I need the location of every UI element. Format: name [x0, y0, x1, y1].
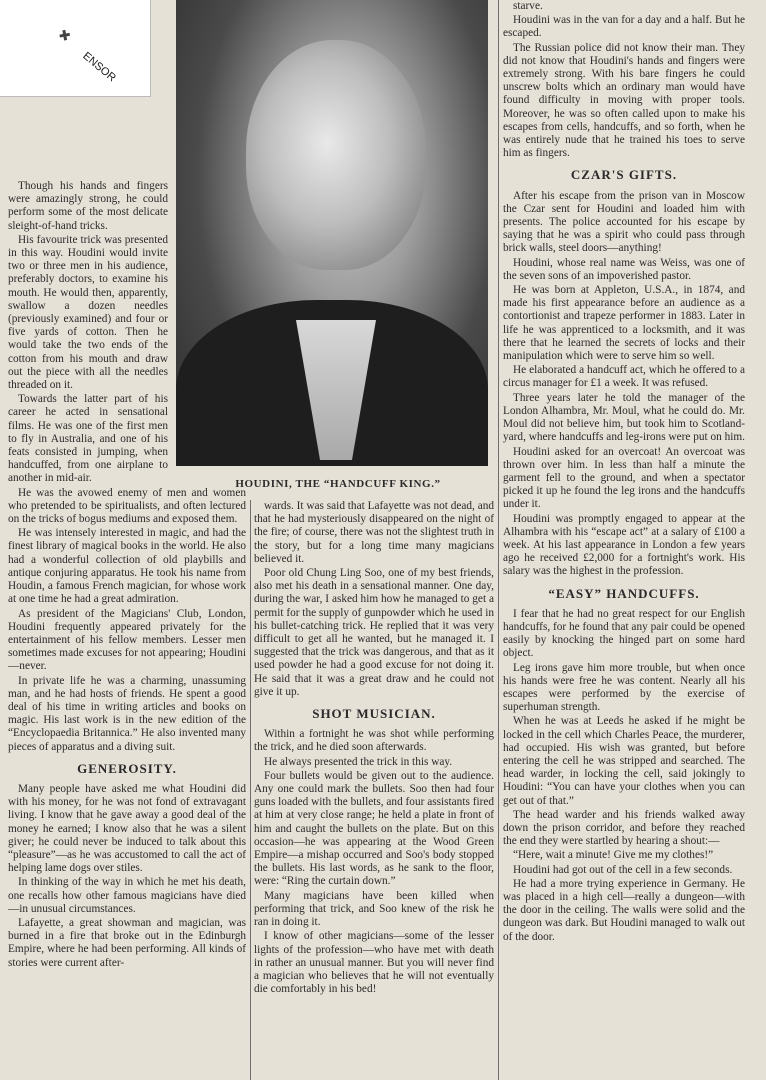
- paragraph: Poor old Chung Ling Soo, one of my best friends, also met his death in a sensational manner. One day, during the war, I asked him how he managed to get a permit for the supply of gunpowder which he used in his bullet-catching trick. He replied that it was very difficult to get all he wanted, but he managed it. I suggested that the trick was dangerous, and that as it used powder he had a good excuse for not doing it. He said that it was a great draw and he could not give it up.: [254, 567, 494, 698]
- paragraph: He was intensely interested in magic, and had the finest library of magical books in the world. He also had a wonderful collection of old playbills and antique conjuring apparatus. He took his name from Houdin, a famous French magician, for whose work at one time he had a great admiration.: [8, 527, 246, 606]
- paragraph: Houdini, whose real name was Weiss, was one of the seven sons of an impoverished pastor.: [503, 256, 745, 282]
- corner-label: [0, 0, 151, 97]
- paragraph: His favourite trick was presented in this way. Houdini would invite two or three men in his audience, preferably doctors, to examine his mouth. He would then, apparently, swallow a dozen needles (previously examined) and four or five yards of cotton. Then he would take the two ends of the cotton from his mouth and draw out the piece with all the needles threaded on it.: [8, 233, 168, 392]
- paragraph: The Russian police did not know their man. They did not know that Houdini's hands and fingers were extremely strong. With his bare fingers he could unscrew bolts which an ordinary man would have found difficulty in moving with proper tools. Moreover, he was so often called upon to make his escapes from cells, handcuffs, and so forth, when he was entirely nude that he trained his toes to serve him as fingers.: [503, 41, 745, 160]
- paragraph: Leg irons gave him more trouble, but when once his hands were free he was content. Nearly all his escapes were performed by the exercise of superhuman strength.: [503, 661, 745, 714]
- paragraph: I fear that he had no great respect for our English handcuffs, for he found that any pair could be opened easily by knocking the hinged part on some hard object.: [503, 607, 745, 660]
- portrait-face: [246, 40, 426, 270]
- paragraph: Four bullets would be given out to the audience. Any one could mark the bullets. Soo then had four guns loaded with the bullets, and four assistants fired at him at very close range; he held a plate in front of him and caught the bullets on the plate. But on this occasion—he was appearing at the Wood Green Empire—a mishap occurred and Soo's body stopped the bullets. His last words, as he sank to the floor, were: “Ring the curtain down.”: [254, 769, 494, 888]
- paragraph: He was the avowed enemy of men and women who pretended to be spiritualists, and often lectured on the tricks of bogus mediums and exposed them.: [8, 486, 246, 526]
- paragraph: The head warder and his friends walked away down the prison corridor, and before they reached the end they were startled by hearing a shout:—: [503, 808, 745, 848]
- corner-label-text: ENSOR: [80, 50, 118, 85]
- paragraph: Houdini was in the van for a day and a half. But he escaped.: [503, 14, 745, 40]
- paragraph: “Here, wait a minute! Give me my clothes!”: [513, 849, 714, 862]
- section-heading: GENEROSITY.: [77, 760, 177, 776]
- paragraph: Many people have asked me what Houdini did with his money, for he was not fond of extravagant living. I know that he gave away a good deal of the money he earned; I know also that he was a silent giver; he could never be induced to talk about this “pleasure”—as he was accustomed to call the act of helping lame dogs over stiles.: [8, 782, 246, 875]
- paragraph: He elaborated a handcuff act, which he offered to a circus manager for £1 a week. It was refused.: [503, 364, 745, 390]
- paragraph: starve.: [513, 0, 543, 12]
- column-1: [8, 180, 246, 1080]
- paragraph: Three years later he told the manager of the London Alhambra, Mr. Moul, what he could do. Mr. Moul did not believe him, but took him to Scotland-yard, where handcuffs and leg-irons were put on him.: [503, 391, 745, 444]
- paragraph: He always presented the trick in this way.: [264, 755, 453, 768]
- column-divider: [250, 500, 251, 1080]
- section-heading: “EASY” HANDCUFFS.: [548, 585, 700, 601]
- paragraph: Though his hands and fingers were amazingly strong, he could perform some of the most delicate sleight-of-hand tricks.: [8, 180, 168, 232]
- paragraph: He was born at Appleton, U.S.A., in 1874, and made his first appearance before an audience as a contortionist and trapeze performer in 1883. Later in life he was apprenticed to a locksmith, and it was there that he learned the secrets of locks and their manipulation which were to serve him so well.: [503, 284, 745, 363]
- section-heading: CZAR'S GIFTS.: [570, 167, 678, 183]
- paragraph: wards. It was said that Lafayette was not dead, and that he had mysteriously disappeared on the night of the fire; of course, there was not the slightest truth in the story, but for a long time many magicians believed it.: [254, 500, 494, 565]
- paragraph: I know of other magicians—some of the lesser lights of the profession—who have met with death in rather an unusual manner. But you will never find a magician who believes that he will not eventually die comfortably in his bed!: [254, 930, 494, 996]
- paragraph: Within a fortnight he was shot while performing the trick, and he died soon afterwards.: [254, 728, 494, 754]
- paragraph: In private life he was a charming, unassuming man, and he had hosts of friends. He spent a good deal of his time in writing articles and books on magic. His last work is in the new edition of the “Encyclopaedia Britannica.” He also invented many pieces of apparatus and a diving suit.: [8, 674, 246, 753]
- paragraph: After his escape from the prison van in Moscow the Czar sent for Houdini and loaded him with presents. The police accounted for his escape by saying that he was a spirit who could pass through brick walls, steel doors—anything!: [503, 189, 745, 255]
- photo-caption: HOUDINI, THE “HANDCUFF KING.”: [235, 478, 441, 490]
- paragraph: Towards the latter part of his career he acted in sensational films. He was one of the first men to fly in Australia, and one of his feats consisted in jumping, when handcuffed, from one airplane to another in mid-air.: [8, 393, 168, 485]
- paragraph: Houdini asked for an overcoat! An overcoat was thrown over him. In less than half a minute the garment fell to the ground, and when a spectator picked it up he found the leg irons and the handcuffs under it.: [503, 445, 745, 511]
- paragraph: Houdini was promptly engaged to appear at the Alhambra with his “escape act” at a salary of £100 a week. At his last appearance in London a few years ago he received £2,000 for a fortnight's work. His salary was the highest in the profession.: [503, 512, 745, 578]
- paragraph: Many magicians have been killed when performing that trick, and Soo knew of the risk he ran in doing it.: [254, 889, 494, 929]
- paragraph: In thinking of the way in which he met his death, one recalls how other famous magicians have died—in unusual circumstances.: [8, 876, 246, 915]
- column-divider: [498, 0, 499, 1080]
- handwritten-mark: ✖: [54, 26, 73, 47]
- column-2: [254, 500, 494, 1080]
- paragraph: When he was at Leeds he asked if he might be locked in the cell which Charles Peace, the murderer, had occupied. His wish was granted, but before entering the cell he was stripped and searched. The head warder, in locking the cell, said jokingly to Houdini: “You can have your clothes when you can get out of that.”: [503, 715, 745, 807]
- paragraph: Lafayette, a great showman and magician, was burned in a fire that broke out in the Edinburgh Empire, where he had been performing. All kinds of stories were current after-: [8, 916, 246, 969]
- section-heading: SHOT MUSICIAN.: [312, 706, 436, 722]
- paragraph: He had a more trying experience in Germany. He was placed in a high cell—really a dungeon—with the door in the ceiling. The walls were solid and the dungeon was dark. But Houdini managed to walk out of the door.: [503, 877, 745, 943]
- column-3: [503, 0, 745, 1080]
- paragraph: As president of the Magicians' Club, London, Houdini frequently appeared privately for the entertainment of his fellow members. Lesser men sometimes made excuses for not appearing; Houdini—never.: [8, 607, 246, 673]
- paragraph: Houdini had got out of the cell in a few seconds.: [513, 863, 733, 876]
- column-1-narrow-block: [8, 180, 168, 486]
